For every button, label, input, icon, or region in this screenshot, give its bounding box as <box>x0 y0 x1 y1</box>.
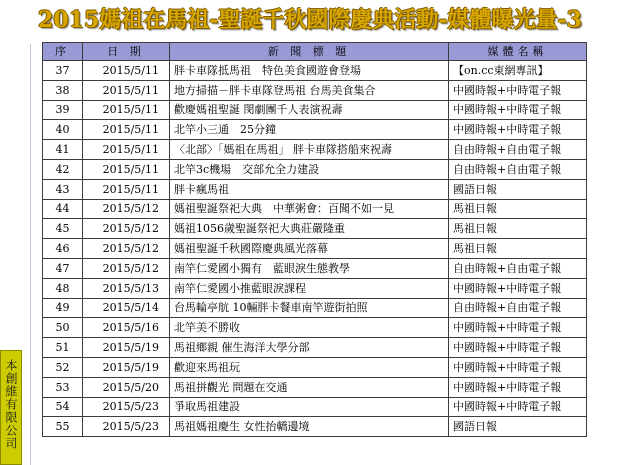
cell-date: 2015/5/23 <box>83 417 170 437</box>
cell-date: 2015/5/19 <box>83 357 170 377</box>
table-row <box>43 338 587 358</box>
header-date: 日 期 <box>83 43 170 61</box>
cell-date: 2015/5/11 <box>83 179 170 199</box>
cell-date: 2015/5/14 <box>83 298 170 318</box>
table-row <box>43 278 587 298</box>
cell-date: 2015/5/11 <box>83 80 170 100</box>
table-row <box>43 318 587 338</box>
cell-no: 45 <box>43 219 83 239</box>
cell-date: 2015/5/12 <box>83 239 170 259</box>
cell-media: 【on.cc東網專訊】 <box>449 61 587 81</box>
cell-no: 52 <box>43 357 83 377</box>
cell-media: 中國時報+中時電子報 <box>449 338 587 358</box>
cell-title: 馬祖鄉親 催生海洋大學分部 <box>170 338 449 358</box>
cell-media: 中國時報+中時電子報 <box>449 100 587 120</box>
header-media: 媒體名稱 <box>449 43 587 61</box>
cell-media: 中國時報+中時電子報 <box>449 318 587 338</box>
cell-title: 歡慶媽祖聖誕 閔劇團千人表演祝壽 <box>170 100 449 120</box>
cell-date: 2015/5/11 <box>83 100 170 120</box>
table-row <box>43 159 587 179</box>
header-no: 序 <box>43 43 83 61</box>
cell-date: 2015/5/20 <box>83 377 170 397</box>
cell-date: 2015/5/19 <box>83 338 170 358</box>
cell-title: 〈北部〉「媽祖在馬祖」 胖卡車隊搭船來祝壽 <box>170 140 449 160</box>
cell-no: 49 <box>43 298 83 318</box>
table-row <box>43 100 587 120</box>
cell-date: 2015/5/11 <box>83 140 170 160</box>
cell-media: 自由時報+自由電子報 <box>449 140 587 160</box>
cell-title: 地方掃描－胖卡車隊登馬祖 台馬美食集合 <box>170 80 449 100</box>
table-row <box>43 298 587 318</box>
cell-no: 43 <box>43 179 83 199</box>
cell-media: 中國時報+中時電子報 <box>449 80 587 100</box>
cell-title: 媽祖聖誕千秋國際慶典風光落幕 <box>170 239 449 259</box>
cell-media: 中國時報+中時電子報 <box>449 397 587 417</box>
slide-title: 2015媽祖在馬祖-聖誕千秋國際慶典活動-媒體曝光量-3 <box>38 7 582 33</box>
cell-no: 47 <box>43 258 83 278</box>
cell-title: 北竿3c機場 交部允全力建設 <box>170 159 449 179</box>
cell-media: 國語日報 <box>449 179 587 199</box>
cell-date: 2015/5/11 <box>83 120 170 140</box>
cell-no: 54 <box>43 397 83 417</box>
cell-date: 2015/5/11 <box>83 61 170 81</box>
table-row <box>43 357 587 377</box>
cell-title: 爭取馬祖建設 <box>170 397 449 417</box>
cell-title: 台馬輪亭航 10輛胖卡餐車南竿遊街拍照 <box>170 298 449 318</box>
cell-date: 2015/5/13 <box>83 278 170 298</box>
company-name: 本創維有限公司 <box>4 359 18 450</box>
cell-media: 自由時報+自由電子報 <box>449 258 587 278</box>
cell-date: 2015/5/12 <box>83 199 170 219</box>
cell-title: 歡迎來馬祖玩 <box>170 357 449 377</box>
cell-date: 2015/5/12 <box>83 258 170 278</box>
cell-title: 媽祖聖誕祭祀大典 中華粥會：百聞不如一見 <box>170 199 449 219</box>
company-label <box>0 350 22 465</box>
table-row <box>43 140 587 160</box>
cell-title: 馬祖媽祖慶生 女性抬轎邊境 <box>170 417 449 437</box>
cell-no: 38 <box>43 80 83 100</box>
table-row <box>43 120 587 140</box>
table-header-row <box>43 43 587 61</box>
cell-no: 37 <box>43 61 83 81</box>
cell-media: 中國時報+中時電子報 <box>449 120 587 140</box>
cell-title: 北竿美不勝收 <box>170 318 449 338</box>
cell-title: 南竿仁愛國小獨有 藍眼淚生態教學 <box>170 258 449 278</box>
cell-no: 55 <box>43 417 83 437</box>
table-row <box>43 258 587 278</box>
cell-title: 南竿仁愛國小推藍眼淚課程 <box>170 278 449 298</box>
cell-title: 胖卡瘋馬祖 <box>170 179 449 199</box>
media-exposure-table <box>42 42 587 437</box>
table-row <box>43 179 587 199</box>
cell-media: 中國時報+中時電子報 <box>449 377 587 397</box>
cell-no: 40 <box>43 120 83 140</box>
cell-no: 48 <box>43 278 83 298</box>
table-row <box>43 239 587 259</box>
cell-media: 馬祖日報 <box>449 199 587 219</box>
cell-title: 胖卡車隊抵馬祖 特色美食國遊會登場 <box>170 61 449 81</box>
cell-media: 自由時報+自由電子報 <box>449 298 587 318</box>
cell-no: 50 <box>43 318 83 338</box>
header-title: 新 聞 標 題 <box>170 43 449 61</box>
cell-date: 2015/5/11 <box>83 159 170 179</box>
table-row <box>43 219 587 239</box>
cell-no: 53 <box>43 377 83 397</box>
cell-title: 馬祖拼觀光 問題在交通 <box>170 377 449 397</box>
table-row <box>43 80 587 100</box>
left-divider <box>30 44 31 465</box>
cell-media: 自由時報+自由電子報 <box>449 159 587 179</box>
cell-media: 中國時報+中時電子報 <box>449 278 587 298</box>
cell-no: 44 <box>43 199 83 219</box>
cell-date: 2015/5/16 <box>83 318 170 338</box>
table-row <box>43 61 587 81</box>
cell-media: 馬祖日報 <box>449 239 587 259</box>
cell-title: 媽祖1056歲聖誕祭祀大典莊嚴隆重 <box>170 219 449 239</box>
cell-no: 46 <box>43 239 83 259</box>
table-row <box>43 417 587 437</box>
cell-media: 國語日報 <box>449 417 587 437</box>
cell-no: 42 <box>43 159 83 179</box>
cell-title: 北竿小三通 25分鐘 <box>170 120 449 140</box>
cell-media: 馬祖日報 <box>449 219 587 239</box>
cell-date: 2015/5/12 <box>83 219 170 239</box>
cell-media: 中國時報+中時電子報 <box>449 357 587 377</box>
table-row <box>43 397 587 417</box>
table-row <box>43 377 587 397</box>
table-body <box>43 61 587 437</box>
table-row <box>43 199 587 219</box>
cell-date: 2015/5/23 <box>83 397 170 417</box>
cell-no: 39 <box>43 100 83 120</box>
cell-no: 41 <box>43 140 83 160</box>
cell-no: 51 <box>43 338 83 358</box>
